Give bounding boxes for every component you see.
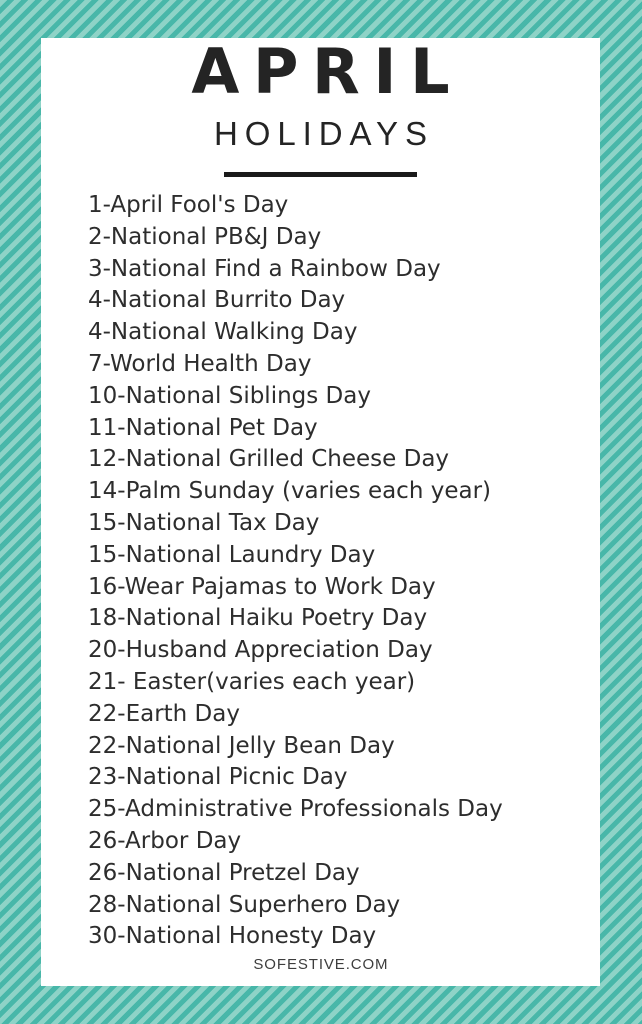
holiday-list-item: 14-Palm Sunday (varies each year): [88, 478, 492, 505]
holiday-list-item: 22-National Jelly Bean Day: [88, 732, 395, 759]
holiday-list: [41, 190, 600, 953]
holiday-list-item: 15-National Laundry Day: [88, 541, 376, 568]
poster-subtitle: HOLIDAYS: [214, 115, 434, 152]
holiday-list-item: 3-National Find a Rainbow Day: [88, 255, 441, 282]
holiday-list-item: 26-National Pretzel Day: [88, 859, 360, 886]
holiday-list-item: 21- Easter(varies each year): [88, 668, 416, 695]
holiday-list-item: 15-National Tax Day: [88, 509, 320, 536]
holiday-list-item: 28-National Superhero Day: [88, 891, 401, 918]
holiday-list-item: 22-Earth Day: [88, 700, 240, 727]
holiday-list-item: 2-National PB&J Day: [88, 223, 322, 250]
holiday-list-item: 20-Husband Appreciation Day: [88, 637, 433, 664]
holiday-list-item: 7-World Health Day: [88, 350, 312, 377]
holiday-list-item: 4-National Walking Day: [88, 319, 358, 346]
holiday-card: [41, 38, 600, 986]
holiday-list-item: 26-Arbor Day: [88, 827, 242, 854]
holiday-list-item: 30-National Honesty Day: [88, 923, 377, 950]
holiday-list-item: 11-National Pet Day: [88, 414, 318, 441]
site-credit: SOFESTIVE.COM: [253, 956, 389, 974]
title-divider: [224, 172, 417, 177]
holiday-list-item: 12-National Grilled Cheese Day: [88, 446, 450, 473]
holiday-list-item: 10-National Siblings Day: [88, 382, 371, 409]
holiday-list-item: 25-Administrative Professionals Day: [88, 796, 503, 823]
holiday-list-item: 23-National Picnic Day: [88, 764, 348, 791]
holiday-list-item: 18-National Haiku Poetry Day: [88, 605, 428, 632]
holiday-list-item: 1-April Fool's Day: [88, 192, 289, 218]
holiday-list-item: 4-National Burrito Day: [88, 287, 346, 314]
month-title: APRIL: [191, 38, 464, 108]
holiday-list-item: 16-Wear Pajamas to Work Day: [88, 573, 436, 600]
